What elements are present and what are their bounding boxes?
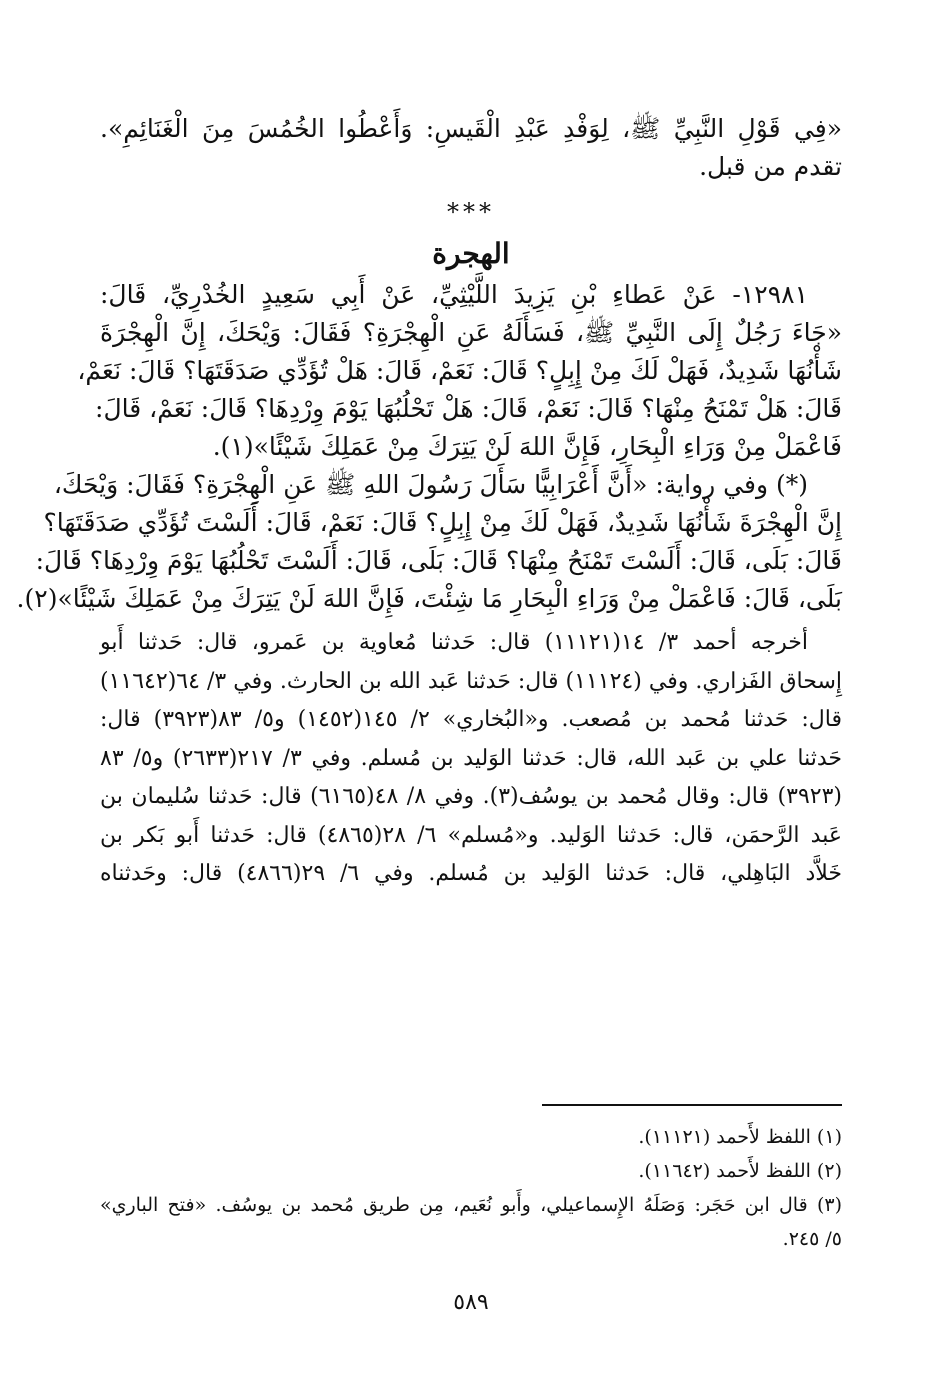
hadith-line: (*) وفي رواية: «أَنَّ أَعْرَابِيًّا سَأَلَ رَسُولَ اللهِ ﷺ عَنِ الْهِجْرَةِ؟ فَقَالَ: وَيْحَكَ، xyxy=(53,470,808,499)
document-page xyxy=(16,110,843,1350)
hadith-line: ١٢٩٨١- عَنْ عَطاءِ بْنِ يَزِيدَ اللَّيْثِيِّ، عَنْ أَبِي سَعِيدٍ الخُدْرِيِّ، قَالَ: xyxy=(100,280,808,309)
intro-line: تقدم من قبل. xyxy=(699,152,842,181)
footnote-1: (١) اللفظ لأَحمد (١١١٢١). xyxy=(638,1126,842,1148)
footnote-3: (٣) قال ابن حَجَر: وَصَلَهُ الإِسماعيلي، وأَبو نُعَيم، مِن طريق مُحمد بن يوسُف. «فتح الباري» xyxy=(100,1194,842,1216)
footnote-3-continuation: ٥/ ٢٤٥. xyxy=(782,1228,842,1250)
commentary-line: حَدثنا علي بن عَبد الله، قال: حَدثنا الوَليد بن مُسلم. وفي ٣/ ٢١٧(٢٦٣٣) و٥/ ٨٣ xyxy=(100,745,843,771)
commentary-line: (٣٩٢٣) قال: وقال مُحمد بن يوسُف(٣). وفي ٨/ ٤٨(٦١٦٥) قال: حَدثنا سُليمان بن xyxy=(100,784,842,809)
hadith-line: «جَاءَ رَجُلٌ إِلَى النَّبِيِّ ﷺ، فَسَأَلَهُ عَنِ الْهِجْرَةِ؟ فَقَالَ: وَيْحَكَ، إِنَّ الْهِجْرَةَ xyxy=(100,318,842,347)
hadith-line: إِنَّ الْهِجْرَةَ شَأْنُهَا شَدِيدٌ، فَهَلْ لَكَ مِنْ إِبِلٍ؟ قَالَ: نَعَمْ، قَالَ: أَلَسْتَ تُؤَدِّي صَدَقَتَهَا؟ xyxy=(43,508,842,537)
commentary-line: أخرجه أحمد ٣/ ١٤(١١١٢١) قال: حَدثنا مُعاوية بن عَمرو، قال: حَدثنا أَبو xyxy=(100,630,809,655)
intro-block xyxy=(100,110,842,186)
hadith-line: قَالَ: بَلَى، قَالَ: أَلَسْتَ تَمْنَحُ مِنْهَا؟ قَالَ: بَلَى، قَالَ: أَلَسْتَ تَحْلُبُهَا يَوْمَ وِرْدِهَا؟ قَالَ: xyxy=(35,546,842,575)
commentary-line: عَبد الرَّحمَن، قال: حَدثنا الوَليد. و«مُسلم» ٦/ ٢٨(٤٨٦٥) قال: حَدثنا أَبو بَكر بن xyxy=(100,822,842,848)
commentary-line: قال: حَدثنا مُحمد بن مُصعب. و«البُخاري» ٢/ ١٤٥(١٤٥٢) و٥/ ٨٣(٣٩٢٣) قال: xyxy=(100,707,843,732)
footnotes xyxy=(100,1120,842,1256)
section-separator: *** xyxy=(447,198,495,226)
page-number: ٥٨٩ xyxy=(453,1290,489,1315)
section-title: الهجرة xyxy=(432,237,510,270)
hadith-block xyxy=(16,276,842,618)
hadith-line: فَاعْمَلْ مِنْ وَرَاءِ الْبِحَارِ، فَإِنَّ اللهَ لَنْ يَتِرَكَ مِنْ عَمَلِكَ شَيْئًا»(١). xyxy=(212,432,842,461)
commentary-line: خَلاَّد البَاهِلي، قال: حَدثنا الوَليد بن مُسلم. وفي ٦/ ٢٩(٤٨٦٦) قال: وحَدثناه xyxy=(100,861,842,886)
hadith-line: بَلَى، قَالَ: فَاعْمَلْ مِنْ وَرَاءِ الْبِحَارِ مَا شِئْتَ، فَإِنَّ اللهَ لَنْ يَتِرَكَ مِنْ عَمَلِكَ شَيْئًا»(٢). xyxy=(16,584,842,613)
hadith-line: شَأْنُهَا شَدِيدٌ، فَهَلْ لَكَ مِنْ إِبِلٍ؟ قَالَ: نَعَمْ، قَالَ: هَلْ تُؤَدِّي صَدَقَتَهَا؟ قَالَ: نَعَمْ، xyxy=(77,356,842,385)
footnote-divider xyxy=(542,1104,842,1106)
commentary-block xyxy=(100,624,842,894)
intro-line: «فِي قَوْلِ النَّبِيِّ ﷺ، لِوَفْدِ عَبْدِ الْقَيسِ: وَأَعْطُوا الخُمُسَ مِنَ الْغَنَائِمِ». xyxy=(100,114,842,143)
commentary-line: إِسحاق الفَزاري. وفي (١١١٢٤) قال: حَدثنا عَبد الله بن الحارث. وفي ٣/ ٦٤(١١٦٤٢) xyxy=(100,668,843,694)
hadith-line: قَالَ: هَلْ تَمْنَحُ مِنْهَا؟ قَالَ: نَعَمْ، قَالَ: هَلْ تَحْلُبُهَا يَوْمَ وِرْدِهَا؟ قَالَ: نَعَمْ، قَالَ: xyxy=(95,394,842,423)
footnote-2: (٢) اللفظ لأَحمد (١١٦٤٢). xyxy=(638,1160,842,1182)
